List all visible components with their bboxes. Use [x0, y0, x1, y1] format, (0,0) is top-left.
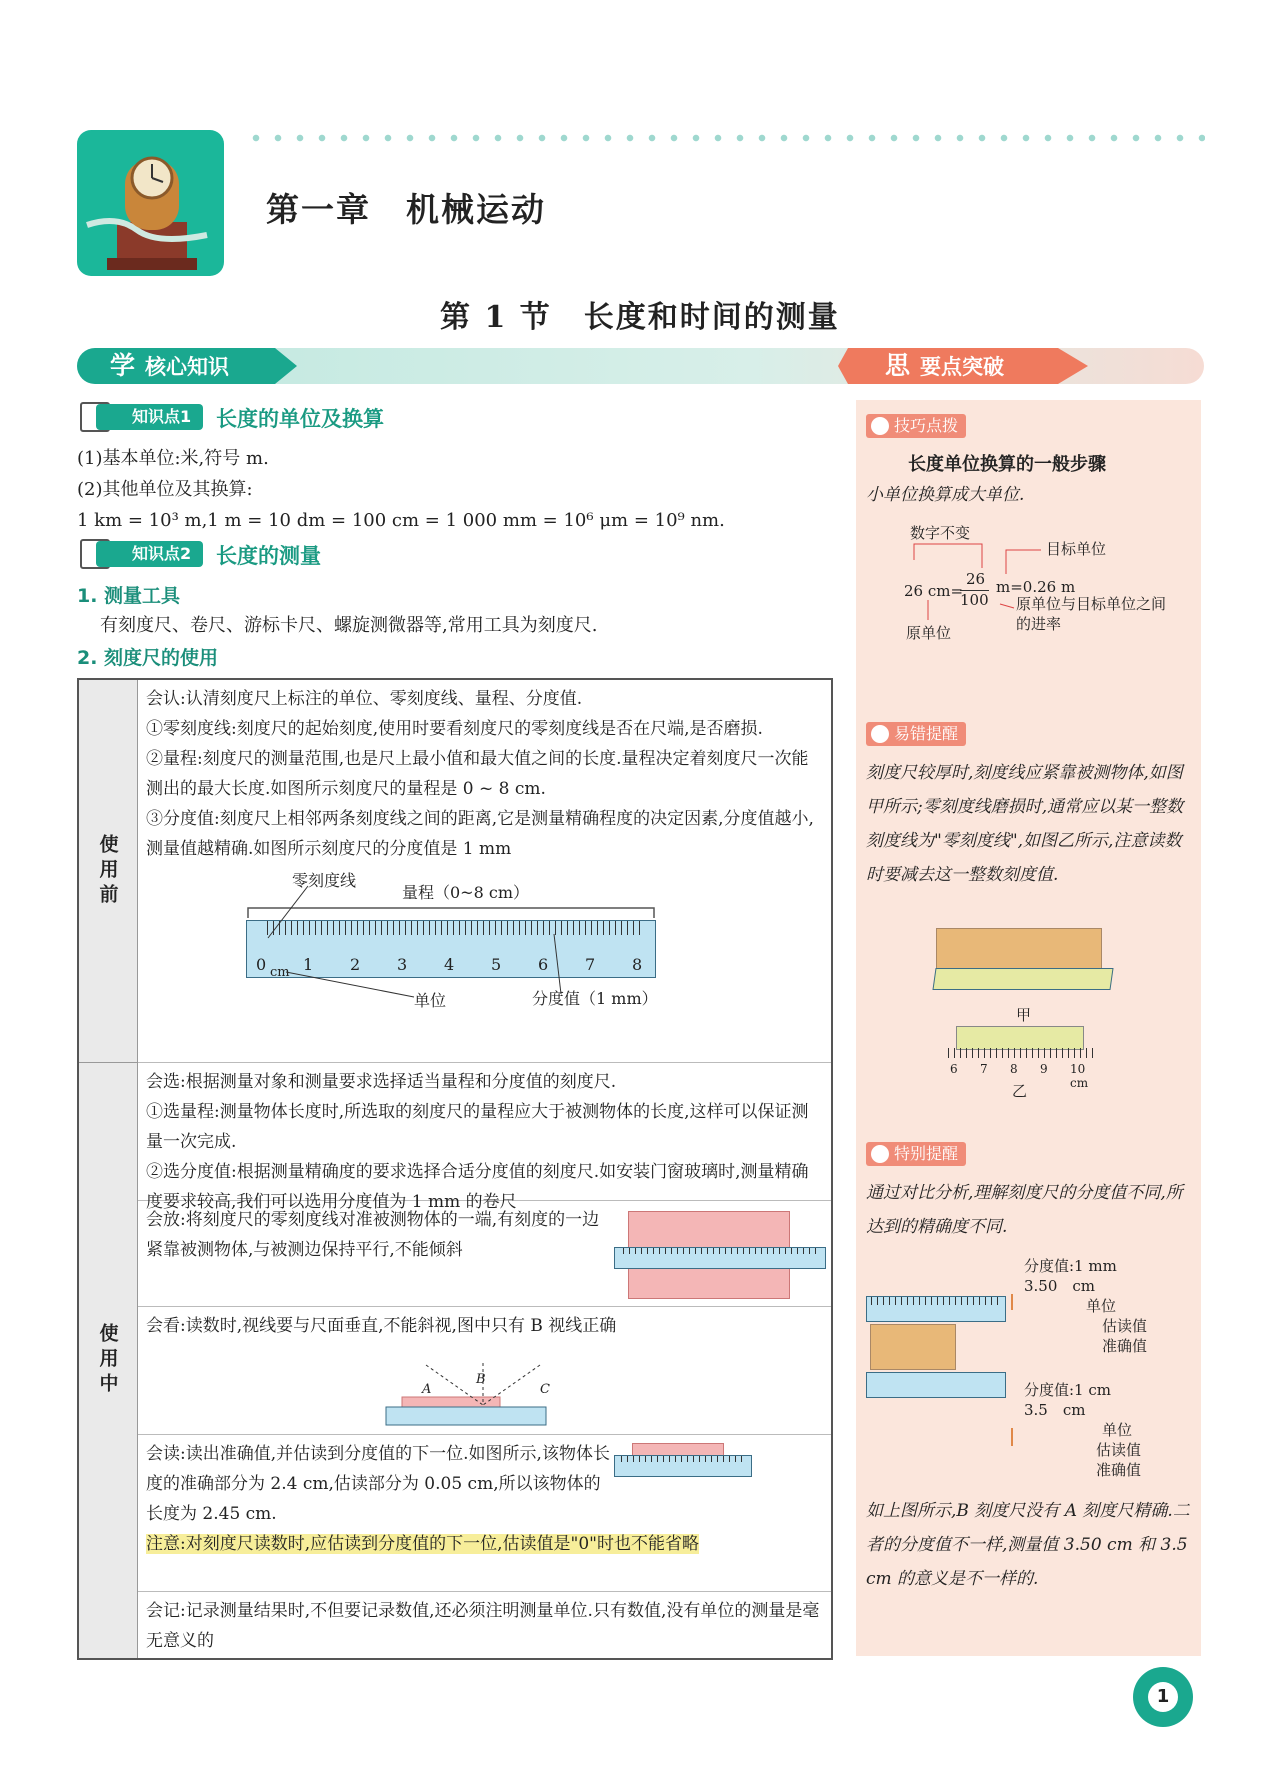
- chapter-title: 第一章 机械运动: [266, 190, 546, 229]
- cell-before-use: [138, 680, 831, 1063]
- look-text: 会看:读数时,视线要与尺面垂直,不能斜视,图中只有 B 视线正确: [146, 1316, 617, 1336]
- cell-look: [138, 1307, 831, 1435]
- kp2-title: 长度的测量: [216, 544, 321, 568]
- header-dot-line: [245, 134, 1205, 142]
- label-during-use: 使用中: [79, 1063, 138, 1658]
- kp2-heading-usage: 2. 刻度尺的使用: [77, 647, 219, 669]
- cell-record: [138, 1592, 831, 1658]
- ruler-num: 3: [397, 955, 408, 974]
- label-unit: 单位: [414, 991, 447, 1010]
- kp1-line-2: (2)其他单位及其换算:: [77, 479, 253, 500]
- special-tag: 特别提醒: [866, 1142, 966, 1166]
- sight-label-c: C: [540, 1382, 550, 1397]
- tip-line: 小单位换算成大单位.: [866, 485, 1025, 505]
- conv-num: 26: [966, 570, 986, 588]
- ruler-a-annotation: [1024, 1256, 1147, 1356]
- ruler-ticks-yi: [948, 1048, 1096, 1058]
- yi-num: 10 cm: [1070, 1062, 1089, 1090]
- special-text: 通过对比分析,理解刻度尺的分度值不同,所达到的精确度不同.: [866, 1183, 1183, 1237]
- conv-num-same: 数字不变: [910, 524, 971, 542]
- yi-num: 8: [1010, 1062, 1018, 1076]
- ruler-num: 7: [585, 955, 596, 974]
- ra-est: 估读值: [1102, 1317, 1148, 1335]
- record-text: 会记:记录测量结果时,不但要记录数值,还必须注明测量单位.只有数值,没有单位的测量是毫无意义的: [146, 1601, 820, 1651]
- kp1-title: 长度的单位及换算: [216, 407, 384, 431]
- ra-acc: 准确值: [1102, 1337, 1148, 1355]
- rb-val: 3.5 cm: [1024, 1401, 1086, 1419]
- error-tag: 易错提醒: [866, 722, 966, 746]
- speaker-icon: [871, 1145, 889, 1163]
- ruler-read: [614, 1455, 752, 1477]
- chapter-icon-clock: [77, 130, 224, 276]
- conv-rate: 原单位与目标单位之间的进率: [1016, 595, 1167, 633]
- bell-icon: [871, 725, 889, 743]
- error-text: 刻度尺较厚时,刻度线应紧靠被测物体,如图甲所示;零刻度线磨损时,通常应以某一整数刻度线为"零刻度线",如图乙所示,注意读数时要减去这一整数刻度值.: [866, 763, 1184, 885]
- cell-read: [138, 1435, 831, 1592]
- before-line-3: ②量程:刻度尺的测量范围,也是尺上最小值和最大值之间的长度.量程决定着刻度尺一次能测出的最大长度.如图所示刻度尺的量程是 0 ~ 8 cm.: [146, 749, 809, 799]
- banner-left-label: 学 核心知识: [110, 351, 230, 380]
- sight-label-b: B: [476, 1372, 486, 1387]
- tip-tag: 技巧点拨: [866, 414, 966, 438]
- kp2-tag: 知识点2: [96, 541, 203, 567]
- label-zero-line: 零刻度线: [292, 871, 357, 890]
- conv-arrows: [866, 520, 1196, 660]
- yi-num: 9: [1040, 1062, 1048, 1076]
- cell-select: [138, 1063, 831, 1212]
- kp1-tag: 知识点1: [96, 404, 203, 430]
- label-division: 分度值（1 mm）: [532, 989, 658, 1008]
- conclusion-text: 如上图所示,B 刻度尺没有 A 刻度尺精确.二者的分度值不一样,测量值 3.50 cm 和 3.5 cm 的意义是不一样的.: [866, 1501, 1190, 1589]
- banner-right-label: 思 要点突破: [885, 351, 1005, 380]
- tip-title: 长度单位换算的一般步骤: [908, 454, 1106, 475]
- section-title: 第 1 节 长度和时间的测量: [440, 300, 840, 335]
- ruler-leader-lines: [256, 882, 576, 1002]
- rb-div: 分度值:1 cm: [1024, 1381, 1111, 1399]
- ra-val: 3.50 cm: [1024, 1277, 1096, 1295]
- ruler-figure: [146, 864, 823, 1014]
- kp1-line-3: 1 km = 10³ m,1 m = 10 dm = 100 cm = 1 000 mm = 10⁶ μm = 10⁹ nm.: [77, 510, 725, 531]
- kp2-tools-text: 有刻度尺、卷尺、游标卡尺、螺旋测微器等,常用工具为刻度尺.: [100, 615, 598, 636]
- ruler-yi-numbers: [950, 1062, 1100, 1090]
- select-line-1: 会选:根据测量对象和测量要求选择适当量程和分度值的刻度尺.: [146, 1072, 617, 1092]
- read-note-text: 注意:对刻度尺读数时,应估读到分度值的下一位,估读值是"0"时也不能省略: [146, 1534, 699, 1554]
- ruler-usage-table: [77, 678, 833, 1660]
- ruler-b-annotation: [1024, 1380, 1141, 1480]
- label-before-use: 使用前: [79, 680, 138, 1063]
- ruler-a: [866, 1296, 1006, 1322]
- conv-target: 目标单位: [1046, 540, 1107, 558]
- rb-acc: 准确值: [1096, 1461, 1142, 1479]
- ruler-b: [866, 1372, 1006, 1398]
- ruler-num: 1: [303, 955, 314, 974]
- unit-conversion-figure: [866, 520, 1196, 660]
- ruler-unit-cm: cm: [270, 965, 290, 980]
- fig-yi: 乙: [1012, 1082, 1028, 1100]
- before-line-4: ③分度值:刻度尺上相邻两条刻度线之间的距离,它是测量精确程度的决定因素,分度值越小,测量值越精确.如图所示刻度尺的分度值是 1 mm: [146, 809, 814, 859]
- ruler-num: 0: [256, 955, 267, 974]
- conv-orig: 原单位: [906, 624, 952, 642]
- rb-unit: 单位: [1102, 1421, 1133, 1439]
- yi-num: 7: [980, 1062, 988, 1076]
- page-number: 1: [1148, 1682, 1178, 1712]
- ruler-num: 6: [538, 955, 549, 974]
- place-text: 会放:将刻度尺的零刻度线对准被测物体的一端,有刻度的一边紧靠被测物体,与被测边保持平行,不能倾斜: [146, 1210, 600, 1260]
- kp1-line-1: (1)基本单位:米,符号 m.: [77, 448, 269, 469]
- conv-right: m=0.26 m: [996, 578, 1076, 596]
- cell-place: [138, 1201, 831, 1307]
- ra-unit: 单位: [1086, 1297, 1117, 1315]
- ra-div: 分度值:1 mm: [1024, 1257, 1117, 1275]
- read-note: [146, 1529, 823, 1559]
- fig-jia: 甲: [1016, 1006, 1032, 1024]
- ruler-num: 4: [444, 955, 455, 974]
- yi-num: 6: [950, 1062, 958, 1076]
- conv-left: 26 cm=: [904, 582, 964, 600]
- read-text: 会读:读出准确值,并估读到分度值的下一位.如图所示,该物体长度的准确部分为 2.4 cm,估读部分为 0.05 cm,所以该物体的长度为 2.45 cm.: [146, 1444, 610, 1524]
- measured-block: [870, 1324, 956, 1370]
- select-line-2: ①选量程:测量物体长度时,所选取的刻度尺的量程应大于被测物体的长度,这样可以保证测量一次完成.: [146, 1102, 809, 1152]
- ruler-num: 5: [491, 955, 502, 974]
- before-line-1: 会认:认清刻度尺上标注的单位、零刻度线、量程、分度值.: [146, 689, 583, 709]
- ruler-num: 2: [350, 955, 361, 974]
- object-bar-yi: [956, 1026, 1084, 1050]
- tip-icon: [871, 417, 889, 435]
- ruler-num: 8: [632, 955, 643, 974]
- conv-den: 100: [960, 591, 989, 609]
- label-range: 量程（0~8 cm）: [402, 883, 529, 902]
- sight-label-a: A: [422, 1382, 432, 1397]
- rb-est: 估读值: [1096, 1441, 1142, 1459]
- ruler-place: [614, 1247, 826, 1269]
- thick-ruler: [932, 968, 1113, 990]
- kp2-heading-tools: 1. 测量工具: [77, 585, 181, 607]
- before-line-2: ①零刻度线:刻度尺的起始刻度,使用时要看刻度尺的零刻度线是否在尺端,是否磨损.: [146, 719, 763, 739]
- select-line-3: ②选分度值:根据测量精确度的要求选择合适分度值的刻度尺.如安装门窗玻璃时,测量精确度要求较高,我们可以选用分度值为 1 mm 的卷尺: [146, 1162, 809, 1212]
